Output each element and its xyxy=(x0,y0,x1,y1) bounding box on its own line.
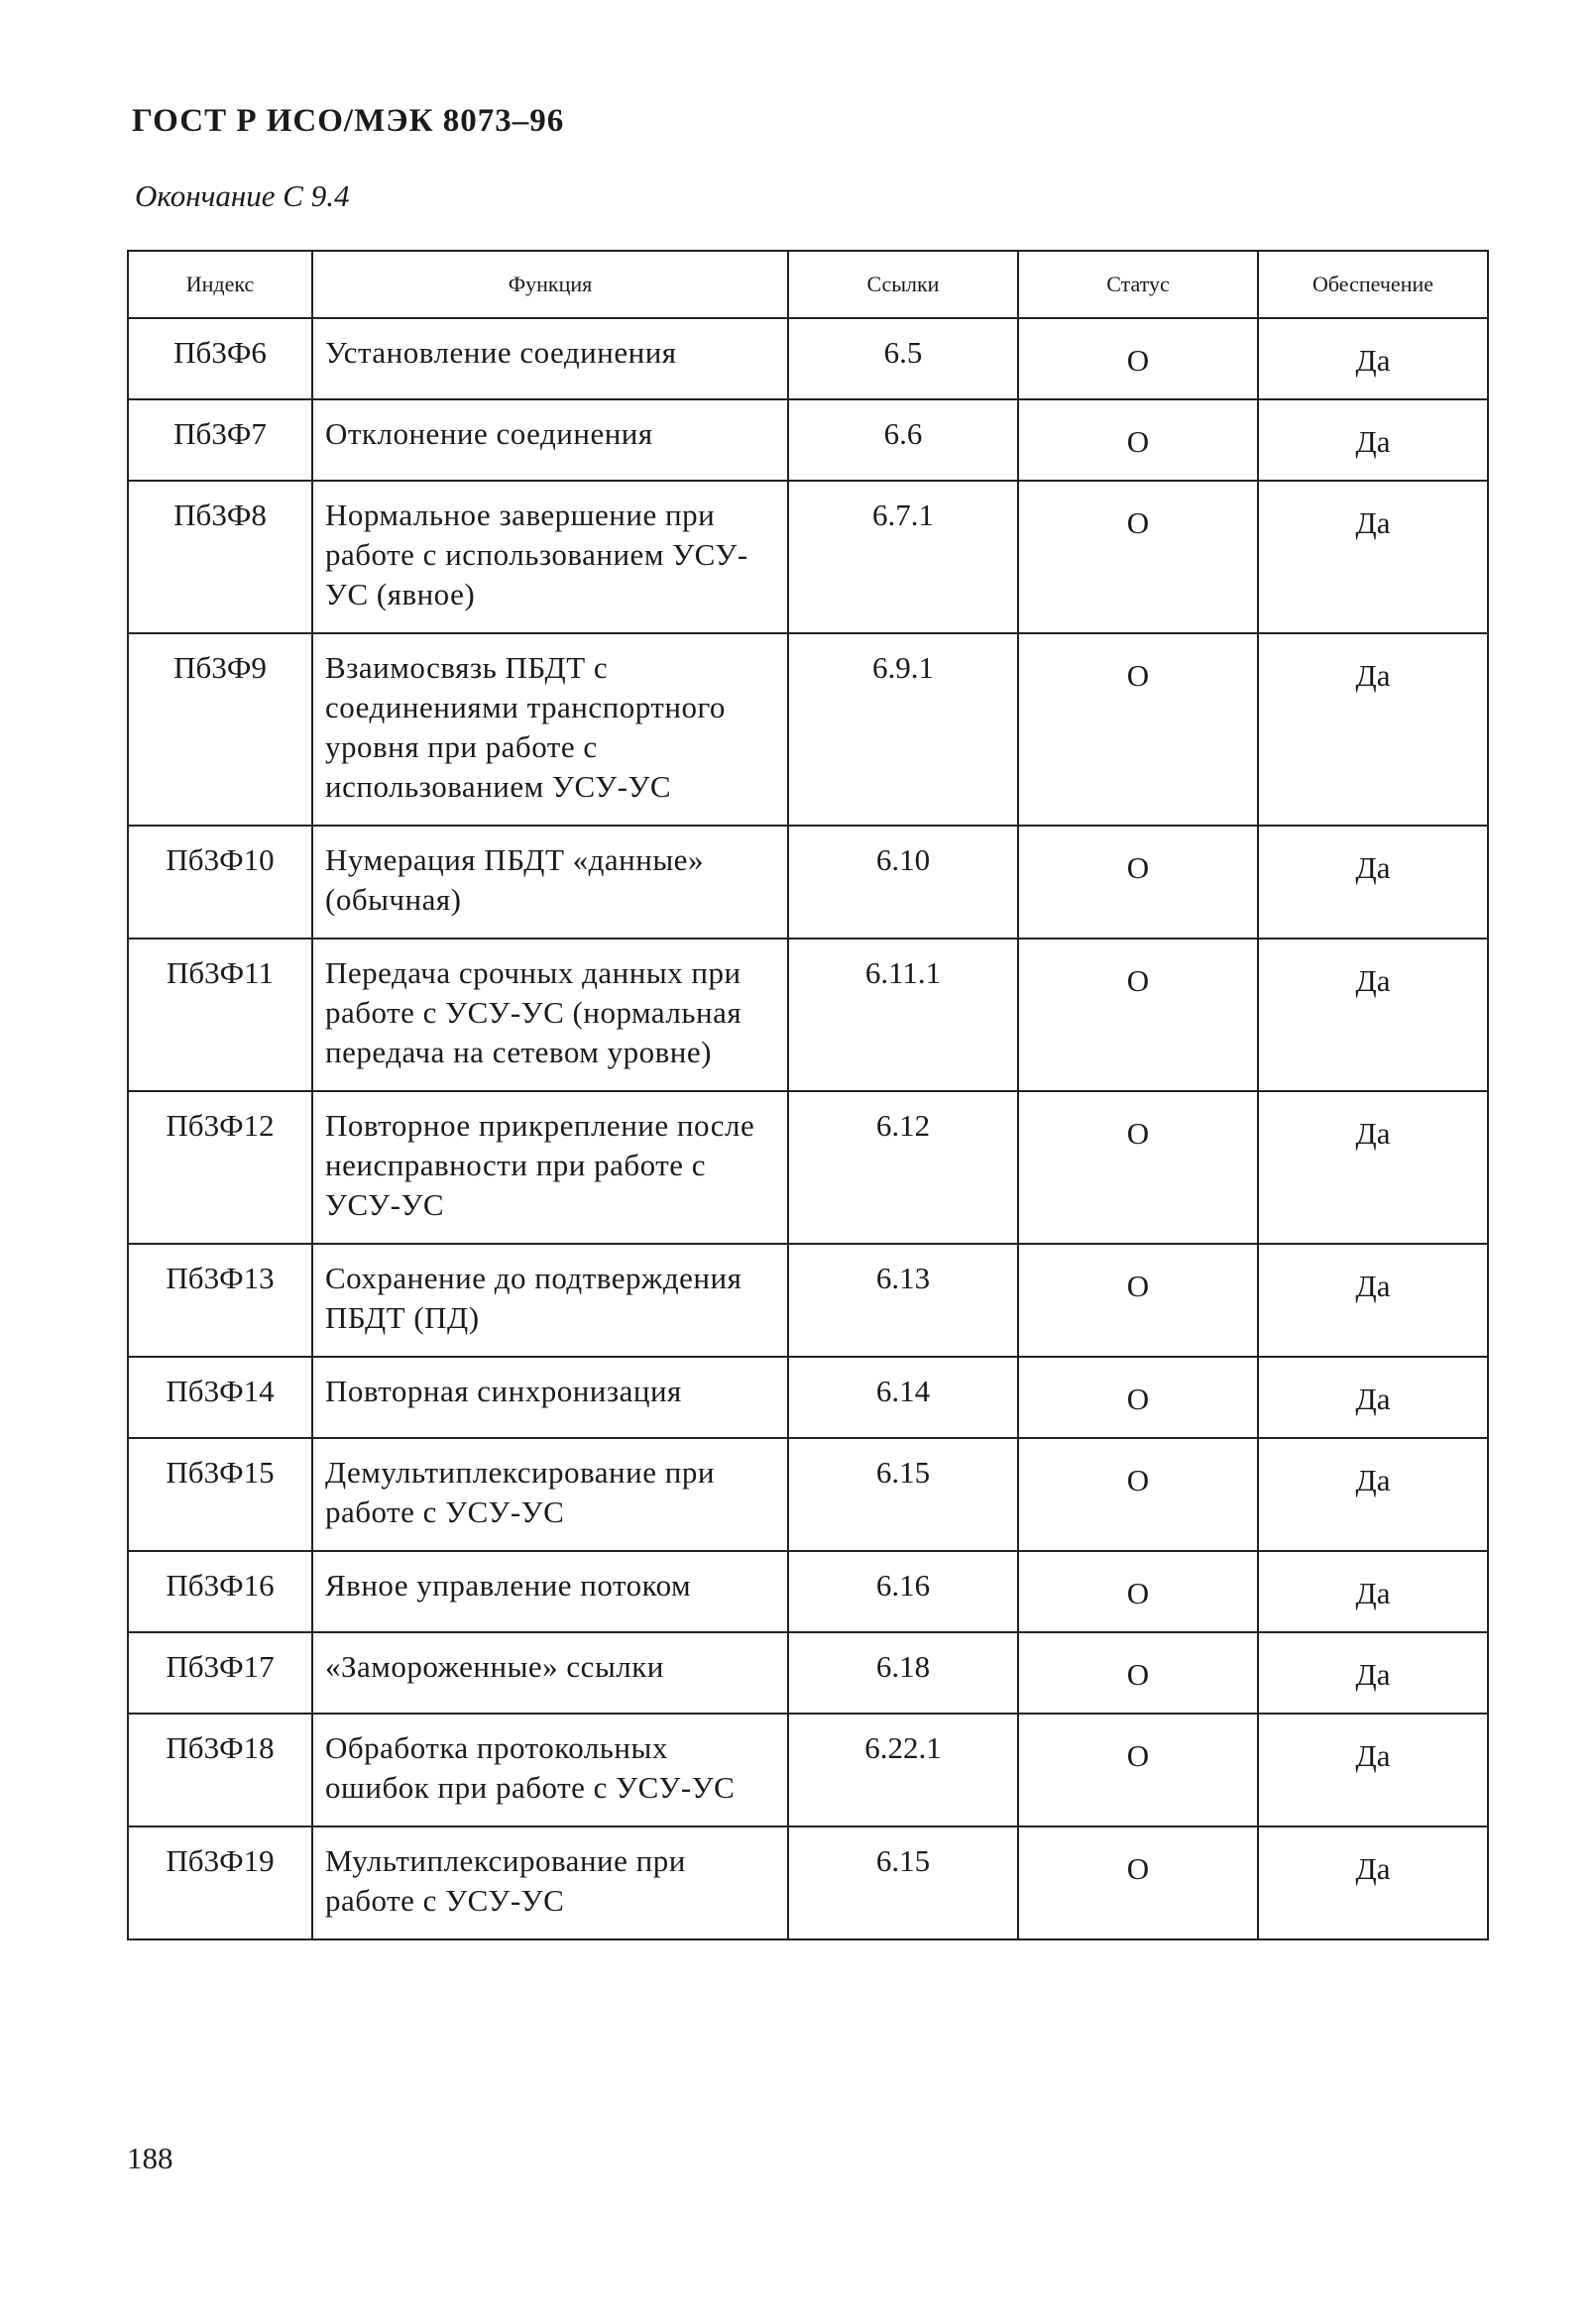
table-row xyxy=(128,633,1488,826)
cell-support: Да xyxy=(1258,1714,1488,1826)
table-row xyxy=(128,939,1488,1091)
cell-reference: 6.22.1 xyxy=(788,1714,1018,1826)
cell-reference: 6.7.1 xyxy=(788,481,1018,633)
table-row xyxy=(128,481,1488,633)
cell-status: О xyxy=(1018,318,1258,399)
cell-reference: 6.9.1 xyxy=(788,633,1018,826)
cell-index: Пб3Ф6 xyxy=(128,318,312,399)
document-header: ГОСТ Р ИСО/МЭК 8073–96 xyxy=(132,103,565,139)
cell-index: Пб3Ф19 xyxy=(128,1826,312,1939)
cell-status: О xyxy=(1018,1357,1258,1438)
cell-function: Мультиплексирование при работе с УСУ-УС xyxy=(312,1826,788,1939)
table-row xyxy=(128,1632,1488,1714)
cell-reference: 6.10 xyxy=(788,826,1018,939)
cell-status: О xyxy=(1018,1551,1258,1632)
cell-index: Пб3Ф10 xyxy=(128,826,312,939)
table-caption: Окончание С 9.4 xyxy=(135,178,350,213)
cell-status: О xyxy=(1018,1714,1258,1826)
cell-reference: 6.5 xyxy=(788,318,1018,399)
table-row xyxy=(128,399,1488,481)
table-row xyxy=(128,1091,1488,1244)
cell-index: Пб3Ф9 xyxy=(128,633,312,826)
cell-support: Да xyxy=(1258,939,1488,1091)
cell-status: О xyxy=(1018,399,1258,481)
cell-support: Да xyxy=(1258,633,1488,826)
cell-status: О xyxy=(1018,1091,1258,1244)
cell-index: Пб3Ф18 xyxy=(128,1714,312,1826)
conformance-table xyxy=(127,250,1489,1940)
cell-function: Повторное прикрепление после неисправности при работе с УСУ-УС xyxy=(312,1091,788,1244)
cell-status: О xyxy=(1018,481,1258,633)
cell-status: О xyxy=(1018,1244,1258,1357)
table-row xyxy=(128,1357,1488,1438)
cell-index: Пб3Ф15 xyxy=(128,1438,312,1551)
cell-index: Пб3Ф11 xyxy=(128,939,312,1091)
cell-function: Взаимосвязь ПБДТ с соединениями транспортного уровня при работе с использованием УСУ-УС xyxy=(312,633,788,826)
column-header-index: Индекс xyxy=(128,251,312,318)
cell-support: Да xyxy=(1258,1551,1488,1632)
cell-status: О xyxy=(1018,633,1258,826)
cell-function: Обработка протокольных ошибок при работе с УСУ-УС xyxy=(312,1714,788,1826)
cell-reference: 6.16 xyxy=(788,1551,1018,1632)
cell-reference: 6.18 xyxy=(788,1632,1018,1714)
cell-reference: 6.6 xyxy=(788,399,1018,481)
cell-function: Отклонение соединения xyxy=(312,399,788,481)
cell-reference: 6.11.1 xyxy=(788,939,1018,1091)
cell-status: О xyxy=(1018,1826,1258,1939)
cell-reference: 6.15 xyxy=(788,1438,1018,1551)
cell-support: Да xyxy=(1258,318,1488,399)
page-number: 188 xyxy=(127,2141,173,2175)
cell-support: Да xyxy=(1258,399,1488,481)
header-row xyxy=(128,251,1488,318)
table-container xyxy=(127,250,1487,1940)
column-header-support: Обеспечение xyxy=(1258,251,1488,318)
cell-support: Да xyxy=(1258,1357,1488,1438)
cell-support: Да xyxy=(1258,1091,1488,1244)
cell-support: Да xyxy=(1258,1438,1488,1551)
cell-index: Пб3Ф12 xyxy=(128,1091,312,1244)
cell-status: О xyxy=(1018,1632,1258,1714)
cell-function: Явное управление потоком xyxy=(312,1551,788,1632)
cell-reference: 6.14 xyxy=(788,1357,1018,1438)
column-header-references: Ссылки xyxy=(788,251,1018,318)
table-head xyxy=(128,251,1488,318)
cell-index: Пб3Ф17 xyxy=(128,1632,312,1714)
cell-function: Сохранение до подтверждения ПБДТ (ПД) xyxy=(312,1244,788,1357)
table-body xyxy=(128,318,1488,1939)
cell-status: О xyxy=(1018,826,1258,939)
column-header-status: Статус xyxy=(1018,251,1258,318)
column-header-function: Функция xyxy=(312,251,788,318)
table-row xyxy=(128,1244,1488,1357)
cell-support: Да xyxy=(1258,481,1488,633)
table-row xyxy=(128,1826,1488,1939)
cell-index: Пб3Ф7 xyxy=(128,399,312,481)
cell-index: Пб3Ф13 xyxy=(128,1244,312,1357)
cell-status: О xyxy=(1018,939,1258,1091)
cell-function: Передача срочных данных при работе с УСУ-УС (нормальная передача на сетевом уровне) xyxy=(312,939,788,1091)
cell-function: Нормальное завершение при работе с использованием УСУ-УС (явное) xyxy=(312,481,788,633)
cell-status: О xyxy=(1018,1438,1258,1551)
cell-support: Да xyxy=(1258,826,1488,939)
cell-index: Пб3Ф16 xyxy=(128,1551,312,1632)
table-row xyxy=(128,318,1488,399)
cell-function: «Замороженные» ссылки xyxy=(312,1632,788,1714)
cell-support: Да xyxy=(1258,1826,1488,1939)
cell-function: Демультиплексирование при работе с УСУ-УС xyxy=(312,1438,788,1551)
cell-function: Установление соединения xyxy=(312,318,788,399)
cell-function: Нумерация ПБДТ «данные» (обычная) xyxy=(312,826,788,939)
cell-support: Да xyxy=(1258,1632,1488,1714)
cell-reference: 6.15 xyxy=(788,1826,1018,1939)
table-row xyxy=(128,1551,1488,1632)
cell-index: Пб3Ф8 xyxy=(128,481,312,633)
cell-index: Пб3Ф14 xyxy=(128,1357,312,1438)
table-row xyxy=(128,1714,1488,1826)
cell-function: Повторная синхронизация xyxy=(312,1357,788,1438)
cell-reference: 6.12 xyxy=(788,1091,1018,1244)
cell-reference: 6.13 xyxy=(788,1244,1018,1357)
table-row xyxy=(128,826,1488,939)
table-row xyxy=(128,1438,1488,1551)
cell-support: Да xyxy=(1258,1244,1488,1357)
